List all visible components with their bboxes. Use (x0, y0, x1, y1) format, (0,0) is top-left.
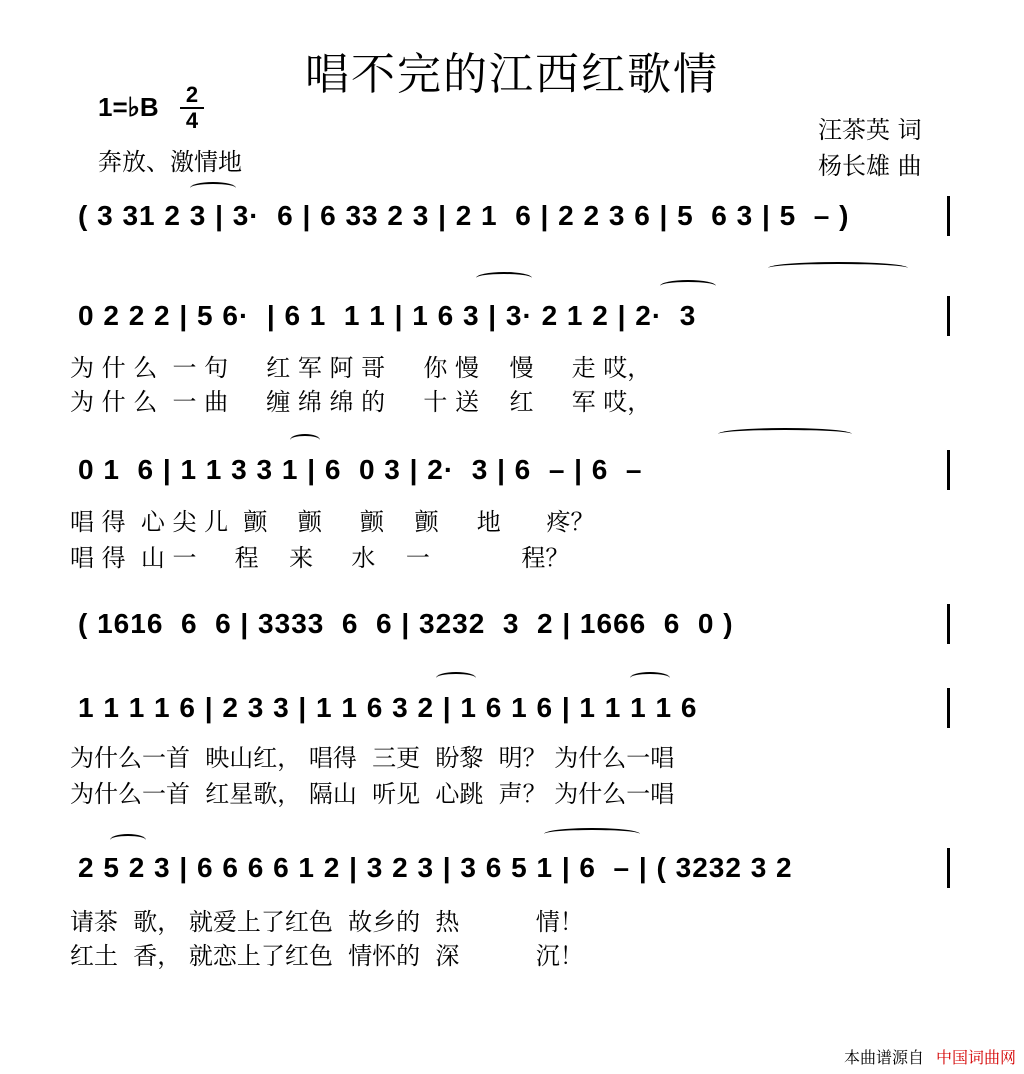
barline (947, 296, 950, 336)
lyric-line-1: 为什么一首 映山红， 唱得 三更 盼黎 明？ 为什么一唱 (70, 744, 675, 772)
score-row-3 (70, 450, 950, 490)
barline (947, 604, 950, 644)
notation-line: 0 1 6 | 1 1 3 3 1 | 6 0 3 | 2· 3 | 6 – | 6 – (78, 454, 643, 485)
slur-mark (630, 672, 670, 684)
lyricist-credit: 汪茶英 词 (818, 116, 922, 144)
notation-line: ( 3 31 2 3 | 3· 6 | 6 33 2 3 | 2 1 6 | 2 2 3 6 | 5 6 3 | 5 – ) (78, 200, 850, 231)
song-title: 唱不完的江西红歌情 (305, 49, 719, 100)
notation-line: 0 2 2 2 | 5 6· | 6 1 1 1 | 1 6 3 | 3· 2 1 2 | 2· 3 (78, 300, 697, 331)
lyric-line-2: 为什么一首 红星歌， 隔山 听见 心跳 声？ 为什么一唱 (70, 780, 675, 808)
key-signature: 1=♭B (98, 92, 159, 122)
barline (947, 688, 950, 728)
footer-brand-link[interactable]: 中国词曲网 (935, 1048, 1016, 1067)
slur-mark (476, 272, 532, 284)
lyric-line-1: 请茶 歌， 就爱上了红色 故乡的 热 情！ (70, 908, 584, 936)
slur-mark (290, 434, 320, 446)
slur-mark (660, 280, 716, 292)
score-row-1 (70, 196, 950, 236)
time-signature-numerator: 2 (185, 82, 199, 107)
lyric-line-2: 唱 得 山 一 程 来 水 一 程？ (70, 544, 570, 572)
slur-mark (544, 828, 640, 840)
slur-mark (436, 672, 476, 684)
notation-line: 2 5 2 3 | 6 6 6 6 1 2 | 3 2 3 | 3 6 5 1 | 6 – | ( 3232 3 2 (78, 852, 793, 883)
footer-source: 本曲谱源自 (843, 1048, 924, 1067)
barline (947, 450, 950, 490)
slur-mark (110, 834, 146, 846)
lyric-line-2: 红土 香， 就恋上了红色 情怀的 深 沉！ (70, 942, 584, 970)
score-row-6 (70, 848, 950, 888)
notation-line: ( 1616 6 6 | 3333 6 6 | 3232 3 2 | 1666 6 0 ) (78, 608, 734, 639)
notation-line: 1 1 1 1 6 | 2 3 3 | 1 1 6 3 2 | 1 6 1 6 | 1 1 1 1 6 (78, 692, 698, 723)
score-row-4 (70, 604, 950, 644)
slur-mark (190, 182, 236, 194)
time-signature-denominator: 4 (185, 108, 199, 133)
lyric-line-2: 为 什 么 一 曲 缠 绵 绵 的 十 送 红 军 哎， (70, 388, 652, 416)
composer-credit: 杨长雄 曲 (818, 152, 922, 180)
lyric-line-1: 为 什 么 一 句 红 军 阿 哥 你 慢 慢 走 哎， (70, 354, 652, 382)
barline (947, 848, 950, 888)
score-row-2 (70, 296, 950, 336)
barline (947, 196, 950, 236)
slur-mark (718, 428, 852, 440)
lyric-line-1: 唱 得 心 尖 儿 颤 颤 颤 颤 地 疼？ (70, 508, 595, 536)
tempo-marking: 奔放、激情地 (98, 148, 242, 176)
score-row-5 (70, 688, 950, 728)
time-signature (180, 84, 204, 132)
slur-mark (768, 262, 908, 274)
